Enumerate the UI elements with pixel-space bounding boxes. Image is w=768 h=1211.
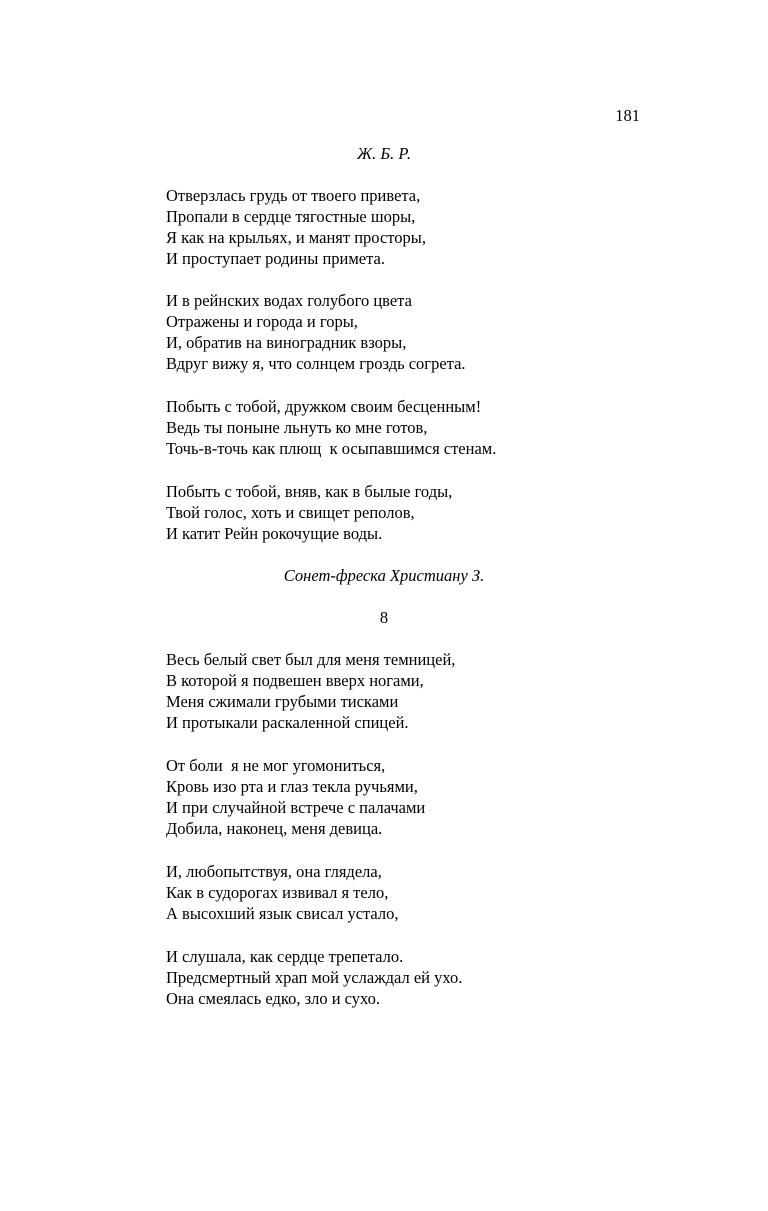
stanza <box>166 649 626 733</box>
stanza <box>166 861 626 924</box>
verse-line: А высохший язык свисал устало, <box>166 904 399 923</box>
verse-line: И, обратив на виноградник взоры, <box>166 333 407 352</box>
poem-title: Ж. Б. Р. <box>357 144 411 163</box>
verse-line: Кровь изо рта и глаз текла ручьями, <box>166 777 418 796</box>
verse-line: И проступает родины примета. <box>166 249 385 268</box>
verse-line: В которой я подвешен вверх ногами, <box>166 671 424 690</box>
verse-line: От боли я не мог угомониться, <box>166 756 386 775</box>
stanza <box>166 755 626 839</box>
verse-line: И, любопытствуя, она глядела, <box>166 862 382 881</box>
stanza <box>166 946 626 1009</box>
verse-line: Добила, наконец, меня девица. <box>166 819 383 838</box>
verse-line: Она смеялась едко, зло и сухо. <box>166 989 381 1008</box>
verse-line: И протыкали раскаленной спицей. <box>166 713 409 732</box>
verse-line: Я как на крыльях, и манят просторы, <box>166 228 426 247</box>
verse-line: Вдруг вижу я, что солнцем гроздь согрета. <box>166 354 466 373</box>
verse-line: Побыть с тобой, дружком своим бесценным! <box>166 397 482 416</box>
verse-line: Побыть с тобой, вняв, как в былые годы, <box>166 482 453 501</box>
verse-line: И в рейнских водах голубого цвета <box>166 291 412 310</box>
verse-line: Меня сжимали грубыми тисками <box>166 692 399 711</box>
stanza <box>166 396 626 459</box>
verse-line: Ведь ты поныне льнуть ко мне готов, <box>166 418 428 437</box>
verse-line: И при случайной встрече с палачами <box>166 798 426 817</box>
verse-line: Пропали в сердце тягостные шоры, <box>166 207 416 226</box>
verse-line: Весь белый свет был для меня темницей, <box>166 650 456 669</box>
verse-line: И катит Рейн рокочущие воды. <box>166 524 383 543</box>
stanza <box>166 290 626 374</box>
verse-line: И слушала, как сердце трепетало. <box>166 947 404 966</box>
verse-line: Твой голос, хоть и свищет реполов, <box>166 503 415 522</box>
poem-title: Сонет-фреска Христиану З. <box>283 566 485 585</box>
verse-line: Как в судорогах извивал я тело, <box>166 883 389 902</box>
stanza <box>166 481 626 544</box>
verse-line: Отверзлась грудь от твоего привета, <box>166 186 421 205</box>
poem-number: 8 <box>379 608 389 627</box>
verse-line: Отражены и города и горы, <box>166 312 358 331</box>
verse-line: Точь-в-точь как плющ к осыпавшимся стенам. <box>166 439 497 458</box>
page-number: 181 <box>615 106 640 125</box>
verse-line: Предсмертный храп мой услаждал ей ухо. <box>166 968 463 987</box>
stanza <box>166 185 626 269</box>
